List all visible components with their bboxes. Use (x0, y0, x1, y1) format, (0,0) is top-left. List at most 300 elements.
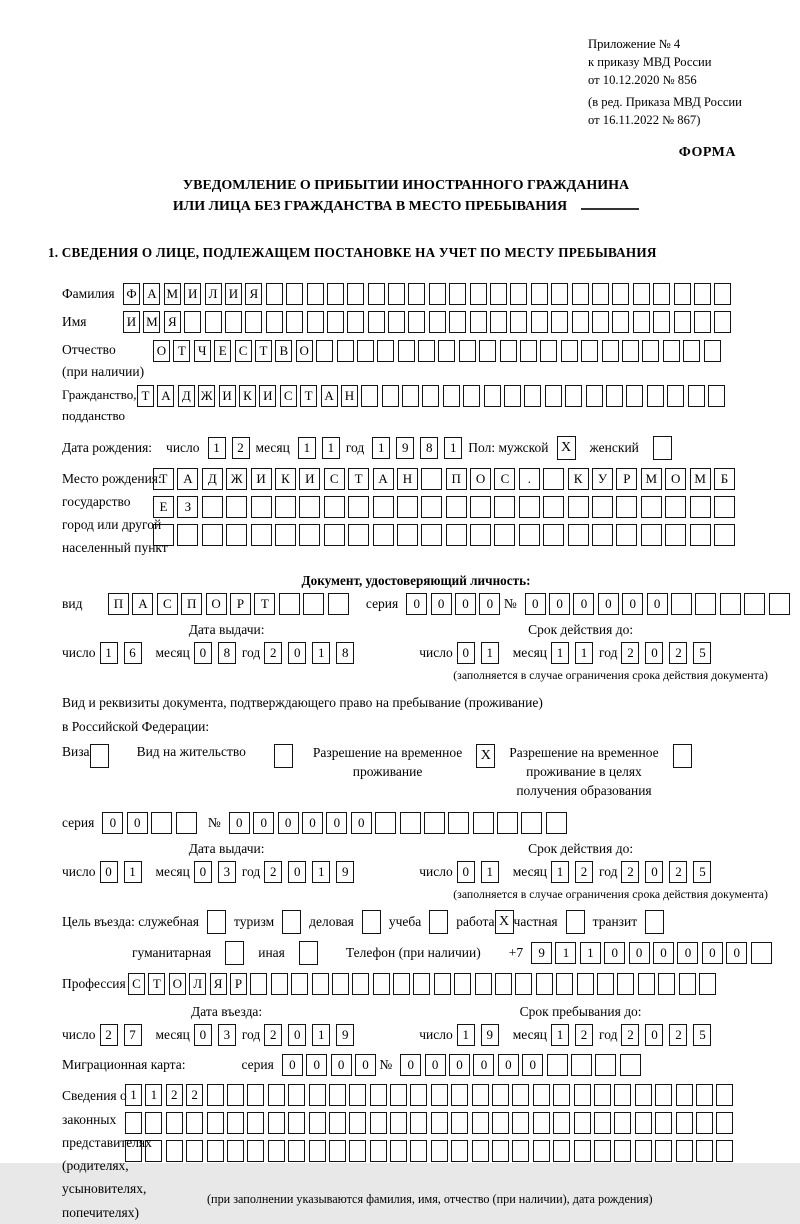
char-cell[interactable] (708, 385, 725, 407)
char-cell[interactable] (266, 283, 283, 305)
char-cell[interactable] (413, 973, 430, 995)
char-cell[interactable] (515, 973, 532, 995)
char-cell[interactable]: В (275, 340, 292, 362)
char-cell[interactable] (641, 524, 662, 546)
char-cell[interactable] (595, 1054, 616, 1076)
char-cell[interactable]: 0 (573, 593, 594, 615)
char-cell[interactable] (602, 340, 619, 362)
char-cell[interactable]: О (169, 973, 186, 995)
char-cell[interactable]: 0 (406, 593, 427, 615)
char-cell[interactable] (494, 496, 515, 518)
char-cell[interactable] (370, 1140, 387, 1162)
char-cell[interactable]: 0 (473, 1054, 494, 1076)
char-cell[interactable] (186, 1140, 203, 1162)
char-cell[interactable]: 0 (100, 861, 118, 883)
char-cell[interactable] (720, 593, 741, 615)
char-cell[interactable] (665, 524, 686, 546)
char-cell[interactable]: 8 (336, 642, 354, 664)
char-cell[interactable]: 5 (693, 861, 711, 883)
char-cell[interactable]: И (225, 283, 242, 305)
char-cell[interactable]: 0 (457, 861, 475, 883)
char-cell[interactable]: 7 (124, 1024, 142, 1046)
char-cell[interactable] (202, 524, 223, 546)
char-cell[interactable]: Ф (123, 283, 140, 305)
char-cell[interactable] (373, 496, 394, 518)
char-cell[interactable] (400, 812, 421, 834)
char-cell[interactable] (166, 1140, 183, 1162)
char-cell[interactable]: . (519, 468, 540, 490)
char-cell[interactable] (250, 973, 267, 995)
char-cell[interactable] (402, 385, 419, 407)
char-cell[interactable] (357, 340, 374, 362)
char-cell[interactable]: 0 (253, 812, 274, 834)
char-cell[interactable]: И (123, 311, 140, 333)
char-cell[interactable] (592, 524, 613, 546)
char-cell[interactable]: Д (178, 385, 195, 407)
char-cell[interactable] (410, 1084, 427, 1106)
char-cell[interactable] (696, 1084, 713, 1106)
char-cell[interactable] (690, 524, 711, 546)
char-cell[interactable]: 1 (124, 861, 142, 883)
char-cell[interactable] (492, 1140, 509, 1162)
char-cell[interactable]: 1 (481, 861, 499, 883)
char-cell[interactable] (446, 496, 467, 518)
char-cell[interactable] (288, 1140, 305, 1162)
char-cell[interactable] (332, 973, 349, 995)
char-cell[interactable]: А (132, 593, 153, 615)
char-cell[interactable]: 0 (431, 593, 452, 615)
char-cell[interactable] (375, 812, 396, 834)
char-cell[interactable] (633, 311, 650, 333)
char-cell[interactable] (475, 973, 492, 995)
char-cell[interactable]: 0 (127, 812, 148, 834)
char-cell[interactable] (397, 524, 418, 546)
char-cell[interactable] (490, 283, 507, 305)
char-cell[interactable] (429, 311, 446, 333)
char-cell[interactable] (571, 1054, 592, 1076)
char-cell[interactable] (594, 1112, 611, 1134)
char-cell[interactable]: 0 (645, 642, 663, 664)
char-cell[interactable]: 2 (232, 437, 250, 459)
char-cell[interactable]: 1 (551, 861, 569, 883)
char-cell[interactable] (422, 385, 439, 407)
char-cell[interactable] (291, 973, 308, 995)
char-cell[interactable] (299, 496, 320, 518)
char-cell[interactable] (716, 1112, 733, 1134)
char-cell[interactable] (614, 1112, 631, 1134)
char-cell[interactable] (665, 496, 686, 518)
char-cell[interactable]: 1 (551, 1024, 569, 1046)
char-cell[interactable] (642, 340, 659, 362)
char-cell[interactable] (663, 340, 680, 362)
purpose-official-checkbox[interactable] (207, 910, 226, 934)
char-cell[interactable] (626, 385, 643, 407)
char-cell[interactable] (616, 496, 637, 518)
char-cell[interactable] (303, 593, 324, 615)
char-cell[interactable] (492, 1084, 509, 1106)
char-cell[interactable] (268, 1112, 285, 1134)
char-cell[interactable] (373, 973, 390, 995)
char-cell[interactable]: Т (255, 340, 272, 362)
char-cell[interactable] (653, 311, 670, 333)
char-cell[interactable] (472, 1140, 489, 1162)
char-cell[interactable]: 9 (481, 1024, 499, 1046)
char-cell[interactable] (382, 385, 399, 407)
purpose-study-checkbox[interactable] (429, 910, 448, 934)
char-cell[interactable] (551, 311, 568, 333)
char-cell[interactable]: 0 (653, 942, 674, 964)
char-cell[interactable] (714, 283, 731, 305)
char-cell[interactable] (510, 283, 527, 305)
char-cell[interactable]: 2 (100, 1024, 118, 1046)
char-cell[interactable] (421, 468, 442, 490)
char-cell[interactable] (388, 311, 405, 333)
char-cell[interactable] (166, 1112, 183, 1134)
char-cell[interactable] (275, 524, 296, 546)
char-cell[interactable] (207, 1112, 224, 1134)
char-cell[interactable] (361, 385, 378, 407)
char-cell[interactable]: 1 (312, 861, 330, 883)
char-cell[interactable]: Ж (198, 385, 215, 407)
char-cell[interactable]: 0 (498, 1054, 519, 1076)
char-cell[interactable] (533, 1112, 550, 1134)
char-cell[interactable] (349, 1084, 366, 1106)
char-cell[interactable] (699, 973, 716, 995)
char-cell[interactable]: 0 (702, 942, 723, 964)
char-cell[interactable]: 2 (264, 861, 282, 883)
char-cell[interactable]: С (157, 593, 178, 615)
char-cell[interactable]: 0 (102, 812, 123, 834)
char-cell[interactable] (594, 1140, 611, 1162)
char-cell[interactable] (266, 311, 283, 333)
char-cell[interactable]: 2 (621, 642, 639, 664)
char-cell[interactable]: П (181, 593, 202, 615)
char-cell[interactable] (521, 812, 542, 834)
char-cell[interactable] (553, 1140, 570, 1162)
char-cell[interactable]: 1 (312, 1024, 330, 1046)
char-cell[interactable] (151, 812, 172, 834)
char-cell[interactable] (592, 283, 609, 305)
char-cell[interactable]: К (568, 468, 589, 490)
char-cell[interactable]: 0 (288, 861, 306, 883)
char-cell[interactable] (312, 973, 329, 995)
char-cell[interactable]: С (494, 468, 515, 490)
char-cell[interactable]: 0 (425, 1054, 446, 1076)
char-cell[interactable] (714, 311, 731, 333)
char-cell[interactable]: 0 (645, 1024, 663, 1046)
char-cell[interactable]: 0 (326, 812, 347, 834)
char-cell[interactable]: 0 (604, 942, 625, 964)
char-cell[interactable] (545, 385, 562, 407)
char-cell[interactable]: 0 (355, 1054, 376, 1076)
char-cell[interactable] (683, 340, 700, 362)
char-cell[interactable] (574, 1112, 591, 1134)
char-cell[interactable] (510, 311, 527, 333)
char-cell[interactable] (309, 1112, 326, 1134)
char-cell[interactable] (679, 973, 696, 995)
char-cell[interactable] (431, 1112, 448, 1134)
char-cell[interactable] (622, 340, 639, 362)
char-cell[interactable]: 8 (218, 642, 236, 664)
char-cell[interactable] (716, 1140, 733, 1162)
char-cell[interactable]: 2 (186, 1084, 203, 1106)
char-cell[interactable]: Т (348, 468, 369, 490)
char-cell[interactable] (470, 311, 487, 333)
char-cell[interactable] (251, 496, 272, 518)
char-cell[interactable]: 1 (100, 642, 118, 664)
char-cell[interactable]: 1 (457, 1024, 475, 1046)
char-cell[interactable]: 2 (621, 861, 639, 883)
char-cell[interactable] (497, 812, 518, 834)
purpose-work-checkbox[interactable]: X (495, 910, 514, 934)
char-cell[interactable] (597, 973, 614, 995)
char-cell[interactable]: И (259, 385, 276, 407)
char-cell[interactable]: И (219, 385, 236, 407)
char-cell[interactable] (617, 973, 634, 995)
char-cell[interactable]: Я (164, 311, 181, 333)
char-cell[interactable]: Ч (194, 340, 211, 362)
sex-female-checkbox[interactable] (653, 436, 672, 460)
char-cell[interactable] (286, 283, 303, 305)
char-cell[interactable] (494, 524, 515, 546)
char-cell[interactable]: К (275, 468, 296, 490)
char-cell[interactable]: 1 (322, 437, 340, 459)
char-cell[interactable] (635, 1112, 652, 1134)
char-cell[interactable] (568, 524, 589, 546)
char-cell[interactable]: М (143, 311, 160, 333)
char-cell[interactable]: 0 (598, 593, 619, 615)
char-cell[interactable] (744, 593, 765, 615)
char-cell[interactable] (495, 973, 512, 995)
char-cell[interactable] (327, 311, 344, 333)
char-cell[interactable]: 0 (400, 1054, 421, 1076)
char-cell[interactable] (492, 1112, 509, 1134)
char-cell[interactable]: 1 (372, 437, 390, 459)
char-cell[interactable]: 3 (218, 1024, 236, 1046)
char-cell[interactable]: 9 (531, 942, 552, 964)
char-cell[interactable] (316, 340, 333, 362)
char-cell[interactable] (504, 385, 521, 407)
char-cell[interactable] (574, 1084, 591, 1106)
char-cell[interactable]: 0 (629, 942, 650, 964)
char-cell[interactable]: 6 (124, 642, 142, 664)
char-cell[interactable] (594, 1084, 611, 1106)
char-cell[interactable]: Ж (226, 468, 247, 490)
char-cell[interactable] (398, 340, 415, 362)
char-cell[interactable]: Р (230, 973, 247, 995)
char-cell[interactable] (370, 1112, 387, 1134)
char-cell[interactable]: С (128, 973, 145, 995)
char-cell[interactable] (658, 973, 675, 995)
char-cell[interactable] (577, 973, 594, 995)
char-cell[interactable] (641, 496, 662, 518)
char-cell[interactable]: 0 (306, 1054, 327, 1076)
char-cell[interactable] (377, 340, 394, 362)
char-cell[interactable]: А (321, 385, 338, 407)
char-cell[interactable] (592, 311, 609, 333)
char-cell[interactable] (533, 1140, 550, 1162)
char-cell[interactable]: К (239, 385, 256, 407)
char-cell[interactable] (553, 1084, 570, 1106)
visa-checkbox[interactable] (90, 744, 109, 768)
char-cell[interactable] (540, 340, 557, 362)
char-cell[interactable] (612, 311, 629, 333)
char-cell[interactable]: 2 (575, 861, 593, 883)
char-cell[interactable] (635, 1084, 652, 1106)
char-cell[interactable]: 0 (457, 642, 475, 664)
char-cell[interactable] (348, 496, 369, 518)
char-cell[interactable] (286, 311, 303, 333)
char-cell[interactable]: 1 (208, 437, 226, 459)
char-cell[interactable] (472, 1084, 489, 1106)
char-cell[interactable]: 0 (677, 942, 698, 964)
char-cell[interactable] (533, 1084, 550, 1106)
char-cell[interactable] (352, 973, 369, 995)
char-cell[interactable] (565, 385, 582, 407)
char-cell[interactable] (531, 311, 548, 333)
char-cell[interactable] (390, 1140, 407, 1162)
char-cell[interactable] (397, 496, 418, 518)
char-cell[interactable]: 2 (264, 642, 282, 664)
char-cell[interactable] (251, 524, 272, 546)
char-cell[interactable]: 1 (575, 642, 593, 664)
char-cell[interactable] (716, 1084, 733, 1106)
char-cell[interactable] (448, 812, 469, 834)
char-cell[interactable] (551, 283, 568, 305)
char-cell[interactable]: О (665, 468, 686, 490)
char-cell[interactable] (324, 524, 345, 546)
char-cell[interactable] (676, 1084, 693, 1106)
char-cell[interactable] (368, 283, 385, 305)
char-cell[interactable] (714, 496, 735, 518)
char-cell[interactable] (655, 1084, 672, 1106)
char-cell[interactable] (547, 1054, 568, 1076)
char-cell[interactable]: И (184, 283, 201, 305)
char-cell[interactable] (421, 524, 442, 546)
char-cell[interactable] (410, 1112, 427, 1134)
char-cell[interactable] (245, 311, 262, 333)
char-cell[interactable] (431, 1140, 448, 1162)
char-cell[interactable]: 0 (331, 1054, 352, 1076)
char-cell[interactable] (512, 1112, 529, 1134)
char-cell[interactable]: И (299, 468, 320, 490)
char-cell[interactable]: Т (254, 593, 275, 615)
char-cell[interactable]: Н (341, 385, 358, 407)
edu-permit-checkbox[interactable] (673, 744, 692, 768)
char-cell[interactable] (459, 340, 476, 362)
char-cell[interactable] (268, 1140, 285, 1162)
char-cell[interactable] (561, 340, 578, 362)
purpose-other-checkbox[interactable] (299, 941, 318, 965)
char-cell[interactable] (207, 1084, 224, 1106)
char-cell[interactable] (247, 1140, 264, 1162)
char-cell[interactable] (368, 311, 385, 333)
char-cell[interactable] (327, 283, 344, 305)
char-cell[interactable]: 0 (229, 812, 250, 834)
char-cell[interactable]: Т (300, 385, 317, 407)
char-cell[interactable] (751, 942, 772, 964)
char-cell[interactable] (512, 1140, 529, 1162)
char-cell[interactable] (635, 1140, 652, 1162)
char-cell[interactable]: И (251, 468, 272, 490)
char-cell[interactable] (519, 496, 540, 518)
char-cell[interactable] (572, 311, 589, 333)
char-cell[interactable] (655, 1140, 672, 1162)
char-cell[interactable] (408, 311, 425, 333)
char-cell[interactable] (451, 1084, 468, 1106)
char-cell[interactable] (616, 524, 637, 546)
char-cell[interactable] (271, 973, 288, 995)
char-cell[interactable] (667, 385, 684, 407)
char-cell[interactable] (671, 593, 692, 615)
char-cell[interactable] (614, 1084, 631, 1106)
char-cell[interactable]: Б (714, 468, 735, 490)
char-cell[interactable]: С (280, 385, 297, 407)
char-cell[interactable] (592, 496, 613, 518)
char-cell[interactable] (449, 283, 466, 305)
char-cell[interactable]: М (690, 468, 711, 490)
char-cell[interactable] (568, 496, 589, 518)
char-cell[interactable] (704, 340, 721, 362)
char-cell[interactable]: 2 (575, 1024, 593, 1046)
char-cell[interactable]: 1 (312, 642, 330, 664)
char-cell[interactable]: А (177, 468, 198, 490)
char-cell[interactable]: 0 (525, 593, 546, 615)
char-cell[interactable] (638, 973, 655, 995)
char-cell[interactable]: З (177, 496, 198, 518)
char-cell[interactable] (463, 385, 480, 407)
char-cell[interactable]: 0 (194, 642, 212, 664)
char-cell[interactable]: 0 (194, 861, 212, 883)
char-cell[interactable]: 1 (551, 642, 569, 664)
char-cell[interactable] (556, 973, 573, 995)
char-cell[interactable] (531, 283, 548, 305)
char-cell[interactable] (543, 468, 564, 490)
char-cell[interactable] (434, 973, 451, 995)
char-cell[interactable] (470, 283, 487, 305)
char-cell[interactable] (553, 1112, 570, 1134)
char-cell[interactable]: 1 (444, 437, 462, 459)
char-cell[interactable]: Е (153, 496, 174, 518)
char-cell[interactable]: 0 (645, 861, 663, 883)
char-cell[interactable]: 0 (479, 593, 500, 615)
char-cell[interactable] (373, 524, 394, 546)
char-cell[interactable]: Д (202, 468, 223, 490)
char-cell[interactable] (451, 1140, 468, 1162)
char-cell[interactable]: О (470, 468, 491, 490)
char-cell[interactable]: Е (214, 340, 231, 362)
char-cell[interactable] (519, 524, 540, 546)
char-cell[interactable]: А (373, 468, 394, 490)
char-cell[interactable] (329, 1084, 346, 1106)
char-cell[interactable]: 0 (549, 593, 570, 615)
char-cell[interactable]: О (296, 340, 313, 362)
char-cell[interactable] (443, 385, 460, 407)
char-cell[interactable] (473, 812, 494, 834)
char-cell[interactable] (479, 340, 496, 362)
char-cell[interactable]: Я (210, 973, 227, 995)
char-cell[interactable] (674, 311, 691, 333)
char-cell[interactable] (328, 593, 349, 615)
char-cell[interactable]: 0 (351, 812, 372, 834)
char-cell[interactable] (512, 1084, 529, 1106)
purpose-transit-checkbox[interactable] (645, 910, 664, 934)
char-cell[interactable]: 9 (336, 861, 354, 883)
char-cell[interactable]: 0 (522, 1054, 543, 1076)
char-cell[interactable] (620, 1054, 641, 1076)
char-cell[interactable] (226, 496, 247, 518)
char-cell[interactable]: 0 (278, 812, 299, 834)
